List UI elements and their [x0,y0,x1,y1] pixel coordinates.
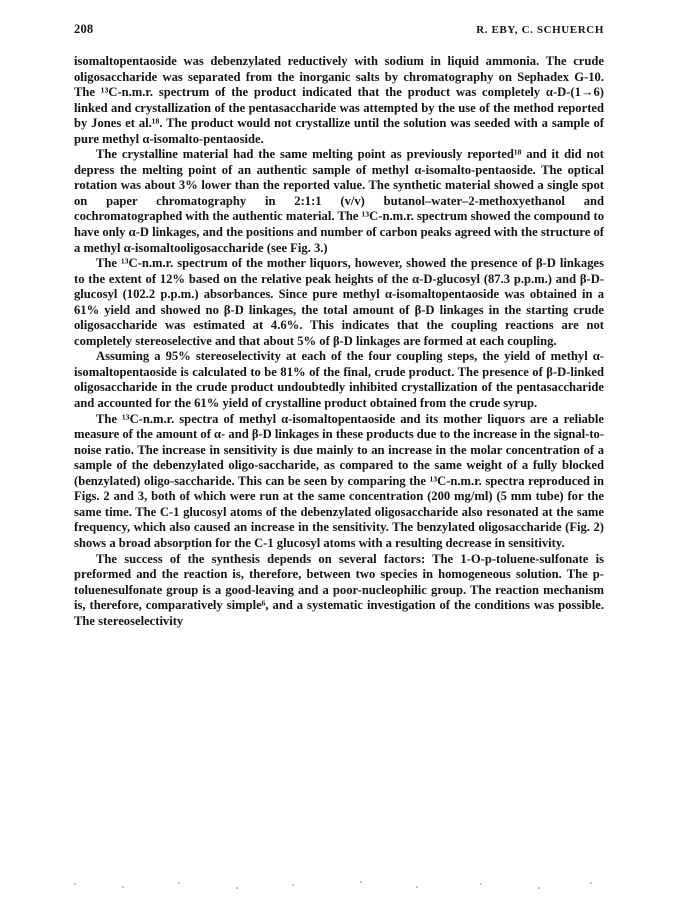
running-head: R. EBY, C. SCHUERCH [476,24,604,36]
page-number: 208 [74,22,94,36]
scan-speckles [60,880,620,890]
paragraph: The ¹³C-n.m.r. spectra of methyl α-isomaltopentaoside and its mother liquors are a reliable measure of the amount of α- and β-D linkages in these products due to the increase in the signal-to-noise ratio. The increase in sensitivity is due mainly to an increase in the molar concentration of a sample of the debenzylated oligo-saccharide, as compared to the same weight of a fully blocked (benzylated) oligo-saccharide. This can be seen by comparing the ¹³C-n.m.r. spectra reproduced in Figs. 2 and 3, both of which were run at the same concentration (200 mg/ml) (5 mm tube) for the same time. The C-1 glucosyl atoms of the debenzylated oligosaccharide also resonated at the same frequency, which also caused an increase in the sensitivity. The benzylated oligosaccharide (Fig. 2) shows a broad absorption for the C-1 glucosyl atoms with a resulting decrease in sensitivity. [74,411,605,550]
paragraph: Assuming a 95% stereoselectivity at each of the four coupling steps, the yield of methyl α-isomaltopentaoside is calculated to be 81% of the final, crude product. The presence of β-D-linked oligosaccharide in the crude product undoubtedly inhibited crystallization of the pentasaccharide and accounted for the 61% yield of crystalline product obtained from the crude syrup. [74,349,604,411]
page [74,22,604,629]
paragraph: The success of the synthesis depends on several factors: The 1-O-p-toluene-sulfonate is preformed and the reaction is, therefore, between two species in homogeneous solution. The p-toluenesulfonate group is a good-leaving and a poor-nucleophilic group. The reaction mechanism is, therefore, comparatively simple⁶, and a systematic investigation of the conditions was possible. The stereoselectivity [74,551,604,628]
paragraph: isomaltopentaoside was debenzylated reductively with sodium in liquid ammonia. The crude oligosaccharide was separated from the inorganic salts by chromatography on Sephadex G-10. The ¹³C-n.m.r. spectrum of the product indicated that the product was completely α-D-(1→6) linked and crystallization of the pentasaccharide was attempted by the use of the method reported by Jones et al.¹⁸. The product would not crystallize until the solution was seeded with a sample of pure methyl α-isomalto-pentaoside. [74,54,604,146]
paragraph: The crystalline material had the same melting point as previously reported¹⁸ and it did not depress the melting point of an authentic sample of methyl α-isomalto-pentaoside. The optical rotation was about 3% lower than the reported value. The synthetic material showed a single spot on paper chromatography in 2:1:1 (v/v) butanol–water–2-methoxyethanol and cochromatographed with the authentic material. The ¹³C-n.m.r. spectrum showed the compound to have only α-D linkages, and the positions and number of carbon peaks agreed with the structure of a methyl α-isomaltooligosaccharide (see Fig. 3.) [74,147,604,255]
page-header [74,22,604,37]
body-text [74,54,604,629]
paragraph: The ¹³C-n.m.r. spectrum of the mother liquors, however, showed the presence of β-D linkages to the extent of 12% based on the relative peak heights of the α-D-glucosyl (87.3 p.p.m.) and β-D-glucosyl (102.2 p.p.m.) absorbances. Since pure methyl α-isomaltopentaoside was obtained in a 61% yield and showed no β-D linkages, the total amount of β-D linkages in the starting crude oligosaccharide was estimated at 4.6%. This indicates that the coupling reactions are not completely stereoselective and that about 5% of β-D linkages are formed at each coupling. [74,256,604,348]
